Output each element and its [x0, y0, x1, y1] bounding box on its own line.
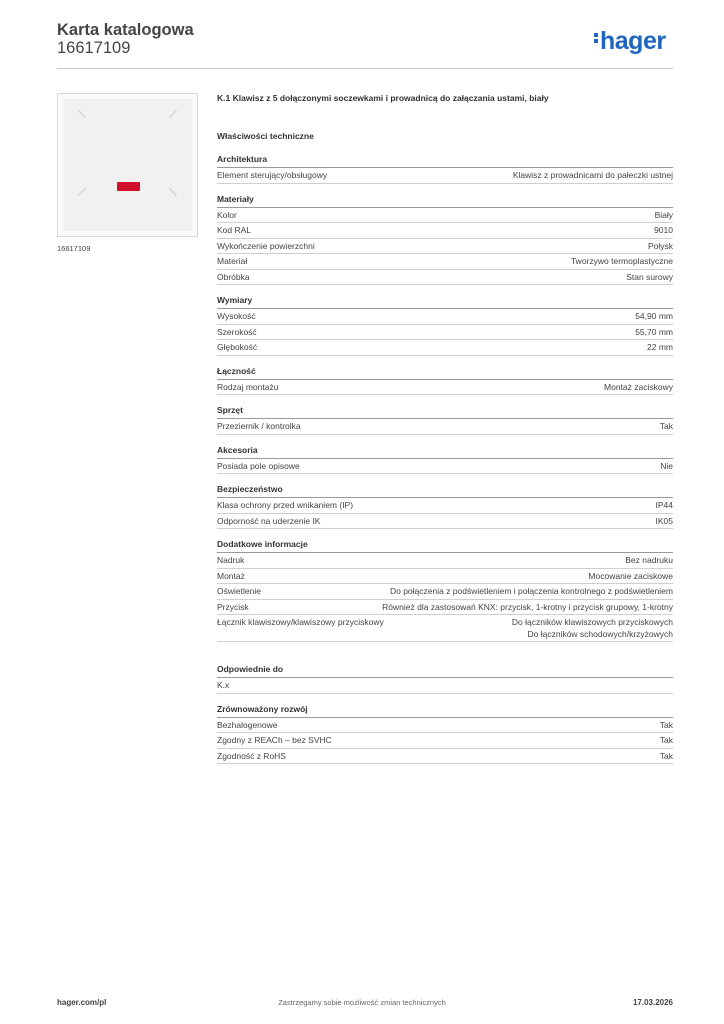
spec-section — [217, 405, 673, 435]
section-title: Zrównoważony rozwój — [217, 704, 673, 718]
footer-disclaimer: Zastrzegamy sobie możliwość zmian technicznych — [278, 998, 446, 1007]
guide-notch — [78, 110, 86, 118]
section-title: Materiały — [217, 194, 673, 208]
spec-section — [217, 295, 673, 356]
guide-notch — [169, 188, 177, 196]
spec-value: Klawisz z prowadnicami do pałeczki ustnej — [512, 170, 673, 180]
spec-row — [217, 270, 673, 286]
section-title: Bezpieczeństwo — [217, 484, 673, 498]
spec-sections — [217, 154, 673, 764]
spec-row — [217, 678, 673, 694]
spec-value: Połysk — [647, 240, 673, 251]
spec-label: Montaż — [217, 570, 245, 581]
spec-value: Montaż zaciskowy — [604, 381, 673, 392]
spec-section — [217, 704, 673, 765]
spec-row — [217, 553, 673, 569]
spec-row — [217, 309, 673, 325]
spec-row — [217, 600, 673, 616]
spec-value: 55,70 mm — [635, 326, 673, 337]
spec-label: Wysokość — [217, 311, 256, 321]
hager-logo — [594, 29, 666, 54]
footer-date: 17.03.2026 — [632, 998, 673, 1007]
spec-label: Klasa ochrony przed wnikaniem (IP) — [217, 500, 354, 510]
spec-label: Obróbka — [217, 271, 250, 282]
spec-label: Głębokość — [217, 342, 258, 352]
spec-content — [217, 92, 673, 774]
spec-row — [217, 733, 673, 749]
spec-value: Tworzywo termoplastyczne — [570, 256, 673, 266]
spec-section — [217, 539, 673, 642]
spec-label: Przeziernik / kontrolka — [217, 421, 301, 431]
spec-row — [217, 584, 673, 600]
spec-value: Tak — [659, 750, 673, 761]
guide-notch — [78, 188, 86, 196]
product-image — [57, 93, 198, 237]
spec-value: Biały — [654, 209, 673, 220]
spec-label: Odporność na uderzenie IK — [217, 515, 321, 526]
spec-value — [229, 680, 673, 692]
guide-notch — [169, 110, 177, 118]
spec-label: Rodzaj montażu — [217, 381, 279, 392]
spec-row — [217, 380, 673, 396]
spec-row — [217, 239, 673, 255]
spec-value: Tak — [659, 719, 673, 730]
spec-label: Posiada pole opisowe — [217, 460, 300, 471]
logo-text: hager — [600, 27, 666, 55]
product-code: 16617109 — [57, 39, 131, 57]
switch-plate — [63, 99, 192, 231]
spec-value: IK05 — [655, 515, 673, 526]
main-section-title: Właściwości techniczne — [217, 131, 314, 141]
section-title: Dodatkowe informacje — [217, 539, 673, 553]
spec-row — [217, 615, 673, 642]
spec-row — [217, 223, 673, 239]
spec-label: Element sterujący/obsługowy — [217, 170, 328, 180]
spec-value: IP44 — [655, 500, 673, 510]
spec-label: Zgodność z RoHS — [217, 750, 286, 761]
spec-row — [217, 340, 673, 356]
section-title: Akcesoria — [217, 445, 673, 459]
spec-label: Wykończenie powierzchni — [217, 240, 315, 251]
spec-value: Mocowanie zaciskowe — [588, 570, 673, 581]
spec-label: Łącznik klawiszowy/klawiszowy przyciskowy — [217, 617, 384, 627]
section-title: Odpowiednie do — [217, 664, 673, 678]
spec-value: Nie — [660, 460, 673, 471]
spec-label: Szerokość — [217, 326, 257, 337]
image-caption: 16617109 — [57, 244, 91, 253]
spec-section — [217, 194, 673, 286]
spec-row — [217, 208, 673, 224]
footer-website[interactable]: hager.com/pl — [57, 998, 107, 1007]
section-title: Łączność — [217, 366, 673, 380]
spec-section — [217, 366, 673, 396]
spec-label: Nadruk — [217, 555, 245, 565]
spec-row — [217, 749, 673, 765]
spec-row — [217, 498, 673, 514]
spec-value: Tak — [659, 735, 673, 745]
spec-label: K.x — [217, 680, 230, 690]
page-title: Karta katalogowa — [57, 21, 194, 39]
spec-value: 54,90 mm — [635, 311, 673, 321]
red-lens — [117, 182, 140, 191]
spec-label: Kod RAL — [217, 225, 252, 235]
spec-value: 9010 — [654, 225, 673, 235]
spec-label: Przycisk — [217, 601, 249, 612]
product-title: K.1 Klawisz z 5 dołączonymi soczewkami i prowadnicą do załączania ustami, biały — [217, 93, 549, 103]
section-title: Wymiary — [217, 295, 673, 309]
section-title: Architektura — [217, 154, 673, 168]
spec-label: Zgodny z REACh – bez SVHC — [217, 735, 332, 745]
spec-value: Tak — [659, 421, 673, 431]
spec-row — [217, 419, 673, 435]
spec-value: Do połączenia z podświetleniem i połączenia kontrolnego z podświetleniem — [389, 586, 673, 596]
spec-row — [217, 459, 673, 475]
spec-row — [217, 168, 673, 184]
spec-value: Bez nadruku — [625, 555, 673, 565]
spec-label: Bezhalogenowe — [217, 719, 278, 730]
spec-label: Oświetlenie — [217, 586, 261, 596]
spec-section — [217, 484, 673, 529]
spec-row — [217, 718, 673, 734]
spec-row — [217, 569, 673, 585]
spec-value: Stan surowy — [626, 271, 673, 282]
spec-value: 22 mm — [647, 342, 673, 352]
spec-section — [217, 664, 673, 694]
spec-row — [217, 254, 673, 270]
section-title: Sprzęt — [217, 405, 673, 419]
spec-row — [217, 514, 673, 530]
spec-row — [217, 325, 673, 341]
spec-label: Kolor — [217, 209, 237, 220]
spec-value: Do łączników klawiszowych przyciskowych Do łączników schodowych/krzyżowych — [511, 617, 673, 639]
spec-label: Materiał — [217, 256, 248, 266]
spec-section — [217, 445, 673, 475]
spec-section — [217, 154, 673, 184]
spec-value: Również dla zastosowań KNX: przycisk, 1-krotny i przycisk grupowy, 1-krotny — [382, 601, 673, 612]
header-divider — [57, 68, 673, 69]
